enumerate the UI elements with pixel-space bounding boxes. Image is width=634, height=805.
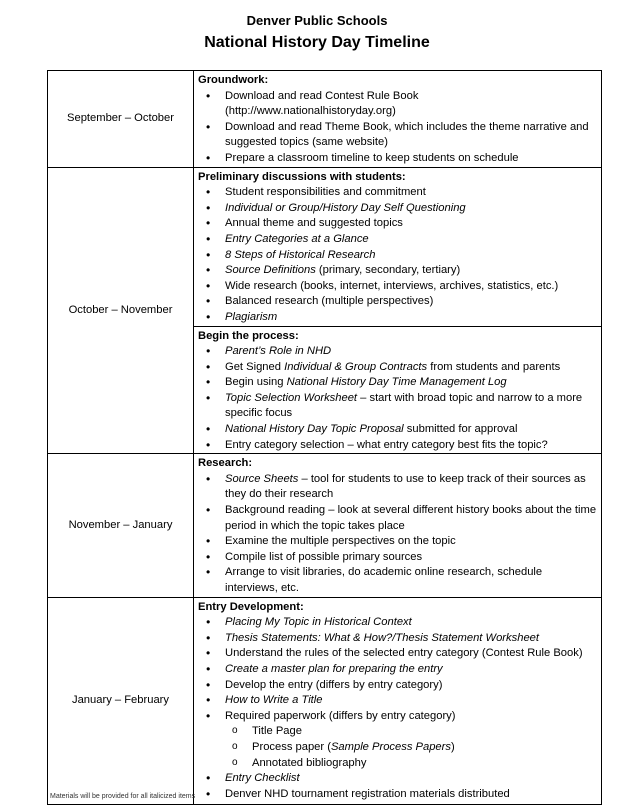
content-cell	[194, 326, 602, 454]
list-item: • Annual theme and suggested topics	[225, 216, 597, 232]
period-cell: October – November	[48, 167, 194, 454]
list-item: • Required paperwork (differs by entry category) o Title Page o Process paper (Sample Process Papers) o Annotated bibliography	[225, 709, 597, 771]
content-cell	[194, 597, 602, 804]
period-cell: January – February	[48, 597, 194, 804]
list-item: • Placing My Topic in Historical Context	[225, 615, 597, 631]
list-item: • Prepare a classroom timeline to keep students on schedule	[225, 151, 597, 167]
list-item: • Understand the rules of the selected entry category (Contest Rule Book)	[225, 646, 597, 662]
list-item: • Thesis Statements: What & How?/Thesis Statement Worksheet	[225, 631, 597, 647]
table-row	[48, 597, 602, 804]
item-list	[198, 344, 597, 453]
period-cell: November – January	[48, 454, 194, 597]
list-item: • Entry category selection – what entry category best fits the topic?	[225, 438, 597, 454]
section-title: Groundwork:	[198, 74, 269, 86]
list-item: • Student responsibilities and commitment	[225, 185, 597, 201]
list-item: • Download and read Contest Rule Book (http://www.nationalhistoryday.org)	[225, 89, 597, 120]
item-list	[198, 185, 597, 325]
list-item: • Develop the entry (differs by entry category)	[225, 678, 597, 694]
list-item: • Examine the multiple perspectives on the topic	[225, 534, 597, 550]
list-item: • Entry Categories at a Glance	[225, 232, 597, 248]
list-item: • Plagiarism	[225, 310, 597, 326]
list-item: • How to Write a Title	[225, 693, 597, 709]
timeline-table	[47, 70, 602, 805]
list-item: • Wide research (books, internet, interviews, archives, statistics, etc.)	[225, 279, 597, 295]
content-cell	[194, 167, 602, 326]
section-title: Begin the process:	[198, 329, 299, 342]
sub-list-item: o Title Page	[252, 724, 597, 740]
list-item: • Topic Selection Worksheet – start with broad topic and narrow to a more specific focus	[225, 391, 597, 422]
list-item: • Balanced research (multiple perspectives)	[225, 294, 597, 310]
table-row	[48, 454, 602, 597]
item-list	[198, 89, 597, 167]
list-item: • Compile list of possible primary sources	[225, 550, 597, 566]
page-title: National History Day Timeline	[204, 34, 430, 51]
section-title: Preliminary discussions with students:	[198, 170, 406, 183]
item-list	[198, 472, 597, 597]
list-item: • Arrange to visit libraries, do academic online research, schedule interviews, etc.	[225, 565, 597, 596]
sub-item-list	[225, 724, 597, 771]
list-item: • Begin using National History Day Time Management Log	[225, 375, 597, 391]
content-cell	[194, 454, 602, 597]
list-item: • Download and read Theme Book, which includes the theme narrative and suggested topics (same website)	[225, 120, 597, 151]
item-list	[198, 615, 597, 802]
content-cell	[194, 71, 602, 168]
table-row	[48, 71, 602, 168]
footnote: Materials will be provided for all italicized items	[50, 793, 196, 800]
list-item: • Background reading – look at several different history books about the time period in which the topic takes place	[225, 503, 597, 534]
list-item: • Source Sheets – tool for students to use to keep track of their sources as they do their research	[225, 472, 597, 503]
table-row	[48, 167, 602, 326]
list-item: • Individual or Group/History Day Self Questioning	[225, 201, 597, 217]
list-item: • National History Day Topic Proposal submitted for approval	[225, 422, 597, 438]
period-cell: September – October	[48, 71, 194, 168]
list-item: • Entry Checklist	[225, 771, 597, 787]
list-item: • Source Definitions (primary, secondary, tertiary)	[225, 263, 597, 279]
list-item: • Denver NHD tournament registration materials distributed	[225, 787, 597, 803]
sub-list-item: o Annotated bibliography	[252, 756, 597, 772]
sub-list-item: o Process paper (Sample Process Papers)	[252, 740, 597, 756]
list-item: • Get Signed Individual & Group Contracts from students and parents	[225, 360, 597, 376]
list-item: • Parent’s Role in NHD	[225, 344, 597, 360]
organization-name: Denver Public Schools	[246, 13, 388, 28]
section-title: Entry Development:	[198, 600, 304, 613]
list-item: • Create a master plan for preparing the entry	[225, 662, 597, 678]
contest-link[interactable]: (http://www.nationalhistoryday.org)	[225, 105, 396, 118]
list-item: • 8 Steps of Historical Research	[225, 248, 597, 264]
section-title: Research:	[198, 457, 253, 470]
